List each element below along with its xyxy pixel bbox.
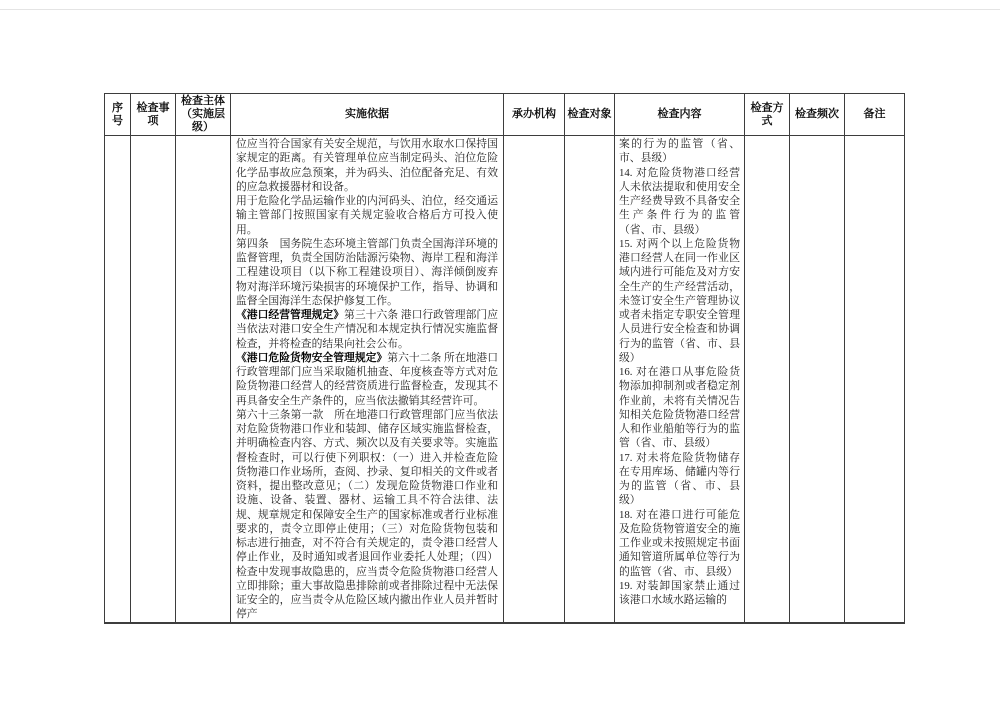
paragraph: 《港口经营管理规定》第三十六条 港口行政管理部门应当依法对港口安全生产情况和本规定执行情况实施监督检查，并将检查的结果向社会公布。 (236, 309, 499, 350)
col-header-inspection-method: 检查方式 (745, 94, 790, 136)
cell-inspection-frequency (790, 136, 845, 623)
paragraph: 《港口危险货物安全管理规定》第六十二条 所在地港口行政管理部门应当采取随机抽查、年度核查等方式对危险货物港口经营人的经营资质进行监督检查，发现其不再具备安全生产条件的，应当依法撤销其经营许可。 (236, 351, 499, 407)
paragraph: 19. 对装卸国家禁止通过该港口水域水路运输的 (619, 579, 740, 606)
col-header-implementation-basis: 实施依据 (231, 94, 504, 136)
col-header-inspection-object: 检查对象 (565, 94, 615, 136)
col-header-remarks: 备注 (845, 94, 905, 136)
cell-serial-number (105, 136, 131, 623)
paragraph: 14. 对危险货物港口经营人未依法提取和使用安全生产经费导致不具备安全生产条件行为的监管（省、市、县级） (619, 166, 740, 236)
paragraph: 案的行为的监管（省、市、县级） (619, 138, 740, 165)
cell-inspection-subject (176, 136, 231, 623)
paragraph: 用于危险化学品运输作业的内河码头、泊位，经交通运输主管部门按照国家有关规定验收合格后方可投入使用。 (236, 195, 498, 236)
regulation-title: 《港口经营管理规定》 (236, 309, 345, 321)
table-header-row (105, 94, 905, 136)
cell-inspection-item (131, 136, 176, 623)
paragraph: 16. 对在港口从事危险货物添加抑制剂或者稳定剂作业前，未将有关情况告知相关危险货物港口经营人和作业船舶等行为的监管（省、市、县级） (619, 366, 740, 450)
cell-implementation-basis (231, 136, 504, 623)
regulation-title: 《港口危险货物安全管理规定》 (236, 351, 388, 364)
paragraph: 位应当符合国家有关安全规范，与饮用水取水口保持国家规定的距离。有关管理单位应当制定码头、泊位危险化学品事故应急预案，并为码头、泊位配备充足、有效的应急救援器材和设备。 (236, 138, 498, 193)
page-top-edge (0, 9, 1000, 10)
cell-inspection-object (565, 136, 615, 623)
col-header-inspection-subject: 检查主体（实施层级） (176, 94, 231, 136)
col-header-inspection-item: 检查事项 (131, 94, 176, 136)
paragraph: 第四条 国务院生态环境主管部门负责全国海洋环境的监督管理，负责全国防治陆源污染物、海岸工程和海洋工程建设项目（以下称工程建设项目）、海洋倾倒废弃物对海洋环境污染损害的环境保护工作，指导、协调和监督全国海洋生态保护修复工作。 (236, 237, 498, 307)
col-header-inspection-content: 检查内容 (615, 94, 745, 136)
paragraph: 第六十三条第一款 所在地港口行政管理部门应当依法对危险货物港口作业和装卸、储存区域实施监督检查，并明确检查内容、方式、频次以及有关要求等。实施监督检查时，可以行使下列职权：（一）进入并检查危险货物港口作业场所，查阅、抄录、复印相关的文件或者资料，提出整改意见；（二）发现危险货物港口作业和设施、设备、装置、器材、运输工具不符合法律、法规、规章规定和保障安全生产的国家标准或者行业标准要求的，责令立即停止使用；（三）对危险货物包装和标志进行抽查，对不符合有关规定的，责令港口经营人停止作业，及时通知或者退回作业委托人处理；（四）检查中发现事故隐患的，应当责令危险货物港口经营人立即排除；重大事故隐患排除前或者排除过程中无法保证安全的，应当责令从危险区域内撤出作业人员并暂时停产 (236, 408, 498, 621)
cell-remarks (845, 136, 905, 623)
inspection-items-table (104, 93, 905, 624)
paragraph: 18. 对在港口进行可能危及危险货物管道安全的施工作业或未按照规定书面通知管道所属单位等行为的监管（省、市、县级） (619, 508, 740, 578)
cell-inspection-method (745, 136, 790, 623)
table-row (105, 136, 905, 623)
col-header-inspection-frequency: 检查频次 (790, 94, 845, 136)
col-header-undertaking-agency: 承办机构 (504, 94, 565, 136)
col-header-serial-number: 序号 (105, 94, 131, 136)
cell-undertaking-agency (504, 136, 565, 623)
paragraph: 17. 对未将危险货物储存在专用库场、储罐内等行为的监管（省、市、县级） (619, 451, 740, 507)
cell-inspection-content (615, 136, 745, 623)
paragraph: 15. 对两个以上危险货物港口经营人在同一作业区域内进行可能危及对方安全生产的生产经营活动，未签订安全生产管理协议或者未指定专职安全管理人员进行安全检查和协调行为的监管（省、市、县级） (619, 237, 740, 364)
